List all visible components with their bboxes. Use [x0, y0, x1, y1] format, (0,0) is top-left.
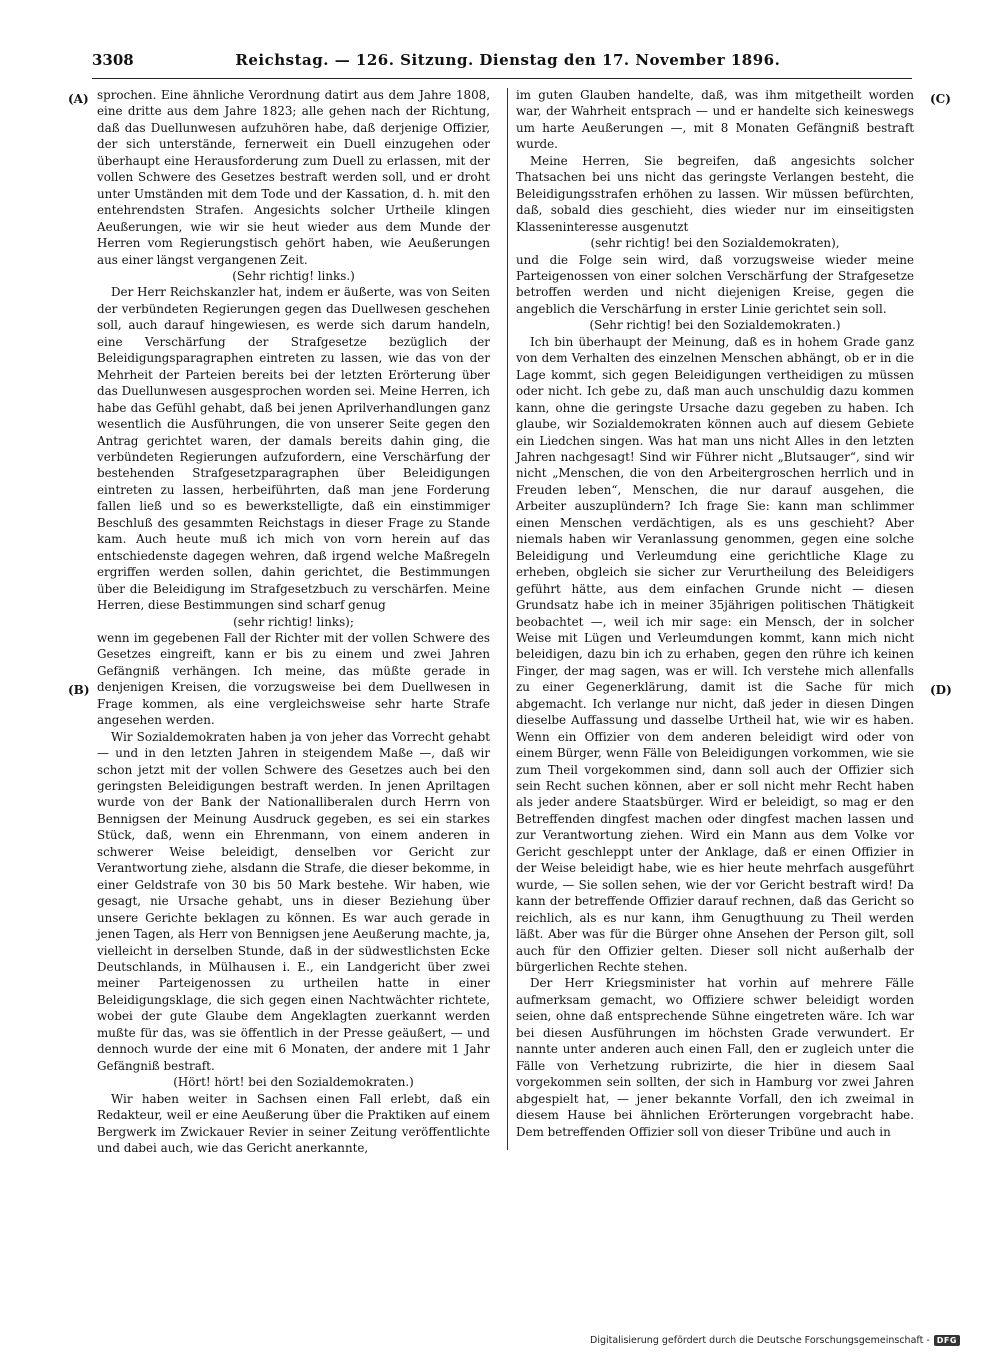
dfg-logo: DFG [934, 1335, 960, 1346]
interjection: (Sehr richtig! bei den Sozialdemokraten.) [589, 318, 841, 333]
page-header [92, 48, 912, 72]
paragraph: und die Folge sein wird, daß vorzugsweise wieder meine Parteigenossen von einer solchen Verschärfung der Strafgesetze betroffen werden und nicht diejenigen Kreise, gegen die angeblich die Verschärfung in erster Linie gerichtet sein soll. [516, 252, 914, 316]
paragraph: Wir Sozialdemokraten haben ja von jeher das Vorrecht gehabt — und in den letzten Jahren in steigendem Maße —, daß wir schon jetzt mit der vollen Schwere des Gesetzes auch bei den geringsten Beleidigungen bestraft werden. In jenen Apriltagen wurde von der Bank der Nationalliberalen durch Herrn von Bennigsen der Meinung Ausdruck gegeben, es sei ein starkes Stück, daß, wenn ein Ehrenmann, von einem anderen in schwerer Weise beleidigt, denselben vor Gericht zur Verantwortung ziehe, alsdann die Strafe, die dieser bekomme, in einer Geldstrafe von 30 bis 50 Mark bestehe. Wir haben, wie gesagt, nie Ursache gehabt, uns in dieser Beziehung über unsere Gerichte beklagen zu können. Es war auch gerade in jenen Tagen, als Herr von Bennigsen jene Aeußerung machte, ja, vielleicht in derselben Stunde, daß in der südwestlichsten Ecke Deutschlands, in Mülhausen i. E., ein Landgericht über zwei meiner Parteigenossen zu urtheilen hatte in einer Beleidigungsklage, die sich gegen einen Nachtwächter richtete, wobei der gute Glaube dem Angeklagten zuerkannt werden mußte für das, was sie öffentlich in der Presse geäußert, — und dennoch wurde der eine mit 6 Monaten, der andere mit 1 Jahr Gefängniß bestraft. [97, 729, 491, 1073]
column-divider [507, 88, 508, 1150]
paragraph: Der Herr Kriegsminister hat vorhin auf mehrere Fälle aufmerksam gemacht, wo Offiziere schwer beleidigt worden seien, ohne daß entsprechende Sühne eingetreten wäre. Ich war bei diesen Ausführungen im höchsten Grade verwundert. Er nannte unter anderen auch einen Fall, den er zugleich unter die Fälle von Verhetzung rubrizirte, die hier in diesem Saal vorgekommen sein sollten, der sich in Hamburg vor zwei Jahren abgespielt hat, — jener bekannte Vorfall, den ich zweimal in diesem Hause bei ähnlichen Erörterungen vorgebracht habe. Dem betreffenden Offizier soll von dieser Tribüne und auch in [516, 976, 914, 1139]
running-title: Reichstag. — 126. Sitzung. Dienstag den 17. November 1896. [235, 51, 781, 69]
left-column [97, 87, 490, 1156]
paragraph: im guten Glauben handelte, daß, was ihm mitgetheilt worden war, der Wahrheit entsprach — und er handelte sich keineswegs um harte Aeußerungen —, mit 8 Monaten Gefängniß bestraft wurde. [516, 88, 914, 152]
margin-marker-c: (C) [930, 92, 951, 106]
footer-credit: Digitalisierung gefördert durch die Deutsche Forschungsgemeinschaft - [590, 1335, 930, 1346]
footer [590, 1335, 960, 1346]
paragraph: Der Herr Reichskanzler hat, indem er äußerte, was von Seiten der verbündeten Regierungen gegen das Duellwesen geschehen soll, auch darauf hingewiesen, es werde sich darum handeln, eine Verschärfung der Strafgesetze bezüglich der Beleidigungsparagraphen eintreten zu lassen, wie das von der Mehrheit der Parteien bereits bei der letzten Erörterung über das Duellunwesen ausgesprochen worden sei. Meine Herren, ich habe das Gefühl gehabt, daß bei jenen Aprilverhandlungen ganz wesentlich die Ausführungen, die von unserer Seite gegen den Antrag gerichtet waren, der damals bereits dahin ging, die verbündeten Regierungen aufzufordern, eine Verschärfung der bestehenden Strafgesetzparagraphen über Beleidigungen eintreten zu lassen, herbeiführten, daß man jene Forderung fallen ließ und so es bewerkstelligte, daß ein einstimmiger Beschluß des gesammten Reichstags in dieser Frage zu Stande kam. Auch heute muß ich mich von vorn herein auf das entschiedenste dagegen wehren, daß irgend welche Maßregeln ergriffen werden sollen, dahin gerichtet, die Bestimmungen über die Beleidigung im Strafgesetzbuch zu verschärfen. Meine Herren, diese Bestimmungen sind scharf genug [97, 285, 490, 613]
header-rule [92, 78, 912, 79]
margin-marker-a: (A) [68, 92, 89, 106]
paragraph: wenn im gegebenen Fall der Richter mit der vollen Schwere des Gesetzes eingreift, kann er bis zu einem und zwei Jahren Gefängniß verhängen. Ich meine, das müßte gerade in denjenigen Kreisen, die vorzugsweise bei dem Duellwesen in Frage kommen, als eine vergleichsweise sehr harte Strafe angesehen werden. [97, 630, 490, 728]
paragraph: Ich bin überhaupt der Meinung, daß es in hohem Grade ganz von dem Verhalten des einzelnen Menschen abhängt, ob er in die Lage kommt, sich gegen Beleidigungen vertheidigen zu müssen oder nicht. Ich gebe zu, daß man auch unschuldig dazu kommen kann, ohne die geringste Ursache dazu gegeben zu haben. Ich glaube, wir Sozialdemokraten können auch auf diesem Gebiete ein Liedchen singen. Was hat man uns nicht Alles in den letzten Jahren nachgesagt! Sind wir Führer nicht „Blutsauger“, sind wir nicht „Menschen, die von den Arbeitergroschen herrlich und in Freuden leben“, Menschen, die nur darauf ausgehen, die Arbeiter auszuplündern? Ich frage Sie: kann man schlimmer einen Menschen verdächtigen, als es uns geschieht? Aber niemals haben wir Veranlassung genommen, gegen eine solche Beleidigung und Verleumdung eine gerichtliche Klage zu erheben, obgleich sie sicher zur Verurtheilung des Beleidigers geführt hätte, aus dem einfachen Grunde nicht — diesen Grundsatz habe ich in meiner 35jährigen politischen Thätigkeit beobachtet —, weil ich mir sage: ein Mensch, der in solcher Weise mit Lügen und Verleumdungen kommt, kann mich nicht beleidigen, dazu bin ich zu erhaben, gegen den rühre ich keinen Finger, der mag sagen, was er will. Ich verstehe mich allenfalls zu einer Gegenerklärung, damit ist die Sache für mich abgemacht. Ich verlange nur nicht, daß jeder in diesen Dingen dieselbe Auffassung und dasselbe Urtheil hat, wie wir es haben. Wenn ein Offizier von dem anderen beleidigt wird oder von einem Bürger, wenn Fälle von Beleidigungen vorkommen, wie sie zum Theil vorgekommen sind, dann soll auch der Offizier sich sein Recht suchen können, aber er soll nicht mehr Recht haben als jeder andere Staatsbürger. Wird er beleidigt, so mag er den Betreffenden dingfest machen oder dingfest machen lassen und zur Verantwortung ziehen. Wird ein Mann aus dem Volke vor Gericht geschleppt unter der Anklage, daß er einen Offizier in der Weise beleidigt habe, wie es hier heute mehrfach ausgeführt wurde, — Sie sollen sehen, wie der vor Gericht bestraft wird! Da kann der betreffende Offizier darauf rechnen, daß das Gericht so reichlich, als es nur kann, ihm Genugthuung zu Theil werden läßt. Aber was für die Bürger ohne Ansehen der Person gilt, soll auch für den Offizier gelten. Dieser soll nicht außerhalb der bürgerlichen Rechte stehen. [516, 334, 914, 975]
paragraph: Meine Herren, Sie begreifen, daß angesichts solcher Thatsachen bei uns nicht das geringste Verlangen besteht, die Beleidigungsstrafen erhöhen zu lassen. Wir müssen befürchten, daß, sobald dies geschieht, dies wieder nur im einseitigsten Klasseninteresse ausgenutzt [516, 153, 914, 234]
interjection: (Hört! hört! bei den Sozialdemokraten.) [173, 1075, 414, 1090]
margin-marker-b: (B) [68, 683, 90, 697]
paragraph: Wir haben weiter in Sachsen einen Fall erlebt, daß ein Redakteur, weil er eine Aeußerung über die Praktiken auf einem Bergwerk im Zwickauer Revier in seiner Zeitung veröffentlichte und dabei auch, wie das Gericht anerkannte, [97, 1091, 490, 1155]
right-column [516, 87, 914, 1140]
interjection: (sehr richtig! bei den Sozialdemokraten), [590, 236, 840, 251]
margin-marker-d: (D) [930, 683, 952, 697]
interjection: (sehr richtig! links); [233, 614, 354, 629]
interjection: (Sehr richtig! links.) [232, 268, 355, 283]
page-number: 3308 [92, 51, 134, 69]
paragraph: sprochen. Eine ähnliche Verordnung datirt aus dem Jahre 1808, eine dritte aus dem Jahre 1823; alle gehen nach der Richtung, daß das Duellunwesen aufzuhören habe, daß derjenige Offizier, der sich unterstände, fernerweit ein Duell einzugehen oder überhaupt eine Herausforderung zum Duell zu erlassen, mit der vollen Schwere des Gesetzes bestraft werden soll, und er droht unter Umständen mit dem Tode und der Kassation, d. h. mit den entehrendsten Strafen. Angesichts solcher Urtheile klingen Aeußerungen, wie wir sie heut wieder aus dem Munde der Herren vom Regierungstisch gehört haben, wie Aeußerungen aus einer längst vergangenen Zeit. [97, 88, 490, 267]
